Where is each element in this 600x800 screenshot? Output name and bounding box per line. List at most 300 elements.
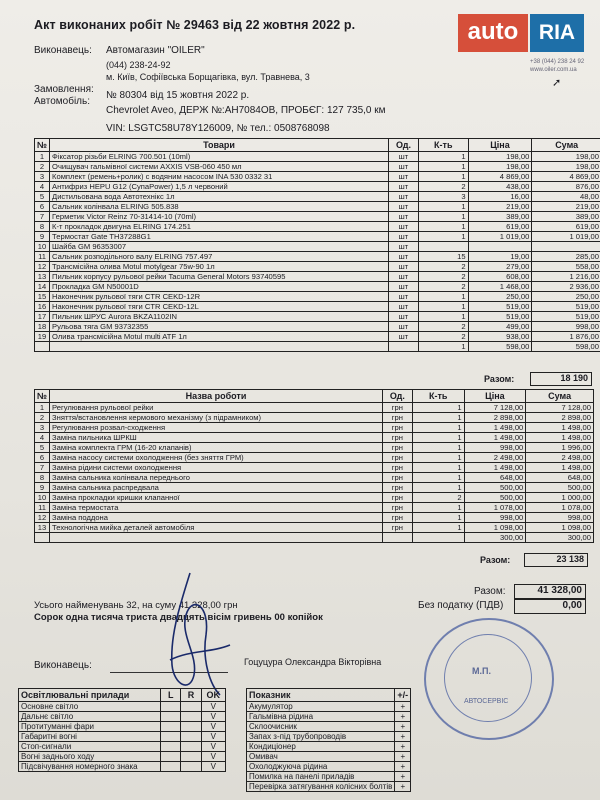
goods-cell-sum: 1 216,00 (532, 272, 600, 282)
goods-row (35, 232, 600, 242)
works-total-box (524, 553, 588, 567)
sum-in-words: Сорок одна тисяча триста двадцять вісім гривень 00 копійок (34, 612, 323, 623)
logo-auto-text: auto (458, 14, 528, 52)
works-cell-unit: грн (382, 423, 412, 433)
company-stamp (424, 618, 554, 740)
logo-ria-text: RIA (530, 14, 584, 52)
goods-cell-qty: 1 (418, 342, 468, 352)
car-value: Chevrolet Aveo, ДЕРЖ №:АН7084ОВ, ПРОБЄГ: 127 735,0 км (106, 105, 386, 116)
works-cell-sum: 1 078,00 (526, 503, 594, 513)
lights-cell-l (161, 722, 181, 732)
goods-row (35, 222, 600, 232)
goods-cell-unit: шт (389, 242, 419, 252)
works-cell-qty: 1 (412, 453, 464, 463)
works-cell-name: Заміна сальника колінвала переднього (50, 473, 383, 483)
lights-cell-ok: V (201, 742, 225, 752)
works-cell-qty: 1 (412, 513, 464, 523)
goods-cell-num: 13 (35, 272, 50, 282)
goods-cell-unit: шт (389, 332, 419, 342)
works-cell-qty: 1 (412, 523, 464, 533)
works-cell-unit: грн (382, 493, 412, 503)
goods-cell-price: 519,00 (468, 312, 532, 322)
goods-cell-unit (389, 342, 419, 352)
goods-cell-unit: шт (389, 292, 419, 302)
goods-row (35, 322, 600, 332)
lights-cell-r (181, 742, 201, 752)
indicators-row (247, 752, 411, 762)
vat-label: Без податку (ПДВ) (418, 600, 504, 611)
goods-cell-price: 619,00 (468, 222, 532, 232)
handwritten-signature (150, 565, 240, 705)
works-cell-qty: 1 (412, 443, 464, 453)
works-table (34, 389, 594, 543)
goods-cell-price (468, 242, 532, 252)
works-cell-name: Заміна поддона (50, 513, 383, 523)
goods-cell-price: 499,00 (468, 322, 532, 332)
goods-cell-name: Комплект (ремень+ролик) с водяним насосом INA 530 0332 31 (50, 172, 389, 182)
goods-row (35, 302, 600, 312)
goods-row (35, 292, 600, 302)
works-cell-num: 11 (35, 503, 50, 513)
items-count-text: Усього найменувань 32, на суму 41 328,00 грн (34, 600, 238, 611)
works-cell-num: 13 (35, 523, 50, 533)
goods-cell-sum: 285,00 (532, 252, 600, 262)
vat-box (514, 599, 586, 614)
works-col-num: № (35, 390, 50, 403)
lights-cell-name: Дальнє світло (19, 712, 161, 722)
works-cell-qty (412, 533, 464, 543)
works-row (35, 463, 594, 473)
lights-col-name: Освітлювальні прилади (19, 689, 161, 702)
goods-cell-unit: шт (389, 282, 419, 292)
works-cell-unit: грн (382, 513, 412, 523)
goods-cell-num: 17 (35, 312, 50, 322)
works-total-label: Разом: (480, 555, 511, 565)
goods-cell-qty: 2 (418, 182, 468, 192)
goods-total: 18 190 (560, 373, 588, 383)
goods-cell-qty: 1 (418, 212, 468, 222)
works-cell-num: 3 (35, 423, 50, 433)
goods-cell-price: 16,00 (468, 192, 532, 202)
works-total: 23 138 (556, 554, 584, 564)
lights-cell-name: Габаритні вогні (19, 732, 161, 742)
works-cell-price: 648,00 (464, 473, 526, 483)
goods-cell-num: 18 (35, 322, 50, 332)
goods-cell-price: 389,00 (468, 212, 532, 222)
goods-cell-num (35, 342, 50, 352)
goods-cell-sum: 519,00 (532, 312, 600, 322)
goods-cell-num: 1 (35, 152, 50, 162)
goods-cell-num: 12 (35, 262, 50, 272)
goods-row (35, 172, 600, 182)
goods-cell-qty: 3 (418, 192, 468, 202)
order-label: Замовлення: (34, 84, 94, 95)
works-cell-qty: 2 (412, 493, 464, 503)
car-label: Автомобіль: (34, 96, 91, 107)
goods-row (35, 282, 600, 292)
goods-cell-unit: шт (389, 232, 419, 242)
goods-cell-name: Сальник розподільного валу ELRING 757.497 (50, 252, 389, 262)
goods-cell-name: Антифриз HEPU G12 (СупаPower) 1,5 л червоний (50, 182, 389, 192)
goods-cell-name: Очищувач гальмівної системи AXXIS VSB-060 450 мл (50, 162, 389, 172)
indicators-table (246, 688, 411, 792)
watermark-site: www.oiler.com.ua (530, 67, 577, 73)
works-row (35, 483, 594, 493)
goods-cell-name: Пильник корпусу рульової рейки Tacuma General Motors 93740595 (50, 272, 389, 282)
goods-header-row (35, 139, 600, 152)
works-cell-price: 1 498,00 (464, 423, 526, 433)
works-row (35, 493, 594, 503)
goods-cell-qty: 1 (418, 162, 468, 172)
works-cell-sum: 1 996,00 (526, 443, 594, 453)
lights-cell-ok: V (201, 762, 225, 772)
works-cell-sum: 2 498,00 (526, 453, 594, 463)
goods-table (34, 138, 600, 352)
works-cell-unit: грн (382, 523, 412, 533)
goods-cell-sum: 250,00 (532, 292, 600, 302)
lights-row (19, 762, 226, 772)
goods-cell-qty: 2 (418, 262, 468, 272)
document-title: Акт виконаних робіт № 29463 від 22 жовтня 2022 р. (34, 18, 356, 32)
goods-cell-sum: 2 936,00 (532, 282, 600, 292)
works-cell-unit: грн (382, 433, 412, 443)
indicators-cell-name: Акумулятор (247, 702, 395, 712)
indicators-cell-mark: + (395, 762, 411, 772)
works-cell-sum: 648,00 (526, 473, 594, 483)
goods-cell-price: 19,00 (468, 252, 532, 262)
works-cell-price: 998,00 (464, 513, 526, 523)
works-cell-unit: грн (382, 403, 412, 413)
goods-row (35, 202, 600, 212)
indicators-col-name: Показник (247, 689, 395, 702)
goods-cell-num: 2 (35, 162, 50, 172)
works-cell-name: Заміна сальника распредвала (50, 483, 383, 493)
goods-cell-num: 14 (35, 282, 50, 292)
goods-cell-name: Рульова тяга GM 93732355 (50, 322, 389, 332)
goods-cell-num: 4 (35, 182, 50, 192)
works-cell-sum: 500,00 (526, 483, 594, 493)
stamp-text: АВТОСЕРВІС (464, 698, 509, 705)
lights-cell-r (181, 712, 201, 722)
goods-cell-unit: шт (389, 212, 419, 222)
goods-col-sum: Сума (532, 139, 600, 152)
lights-cell-name: Протитуманні фари (19, 722, 161, 732)
works-col-name: Назва роботи (50, 390, 383, 403)
goods-cell-qty: 1 (418, 202, 468, 212)
goods-cell-price: 608,00 (468, 272, 532, 282)
order-value: № 80304 від 15 жовтня 2022 р. (106, 90, 250, 101)
lights-cell-name: Вогні заднього ходу (19, 752, 161, 762)
goods-cell-num: 11 (35, 252, 50, 262)
indicators-header-row (247, 689, 411, 702)
goods-cell-qty: 15 (418, 252, 468, 262)
goods-cell-unit: шт (389, 172, 419, 182)
goods-cell-sum: 219,00 (532, 202, 600, 212)
works-cell-price: 1 098,00 (464, 523, 526, 533)
goods-row (35, 152, 600, 162)
lights-cell-l (161, 762, 181, 772)
lights-cell-l (161, 732, 181, 742)
works-cell-price: 300,00 (464, 533, 526, 543)
goods-cell-name (50, 342, 389, 352)
works-cell-name: Регулювання розвал-сходження (50, 423, 383, 433)
lights-cell-ok: V (201, 722, 225, 732)
goods-cell-name: Наконечник рульової тяги CTR CEKD-12R (50, 292, 389, 302)
works-cell-num: 8 (35, 473, 50, 483)
goods-cell-unit: шт (389, 322, 419, 332)
lights-row (19, 712, 226, 722)
goods-cell-qty: 1 (418, 292, 468, 302)
works-cell-qty: 1 (412, 433, 464, 443)
goods-cell-num: 7 (35, 212, 50, 222)
cursor-icon: ➚ (552, 77, 562, 89)
works-row (35, 423, 594, 433)
works-cell-price: 1 498,00 (464, 463, 526, 473)
goods-cell-qty: 1 (418, 222, 468, 232)
executor-phone: (044) 238-24-92 (106, 60, 171, 70)
works-cell-sum: 1 498,00 (526, 463, 594, 473)
works-row (35, 433, 594, 443)
lights-cell-ok: V (201, 702, 225, 712)
goods-cell-price: 250,00 (468, 292, 532, 302)
works-cell-name: Заміна комплекта ГРМ (16-20 клапанів) (50, 443, 383, 453)
works-cell-unit: грн (382, 463, 412, 473)
goods-cell-price: 1 019,00 (468, 232, 532, 242)
goods-cell-sum (532, 242, 600, 252)
goods-row (35, 192, 600, 202)
goods-cell-sum: 619,00 (532, 222, 600, 232)
goods-row (35, 272, 600, 282)
goods-cell-name: Термостат Gate TH37288G1 (50, 232, 389, 242)
lights-cell-ok: V (201, 732, 225, 742)
executor-address: м. Київ, Софіївська Борщагівка, вул. Травнева, 3 (106, 72, 310, 82)
goods-cell-qty: 1 (418, 302, 468, 312)
indicators-cell-name: Перевірка затягування колісних болтів (247, 782, 395, 792)
goods-cell-sum: 558,00 (532, 262, 600, 272)
indicators-cell-mark: + (395, 752, 411, 762)
goods-cell-sum: 4 869,00 (532, 172, 600, 182)
goods-cell-unit: шт (389, 302, 419, 312)
works-cell-name: Заміна насосу системи охолодження (без зняття ГРМ) (50, 453, 383, 463)
works-cell-sum: 300,00 (526, 533, 594, 543)
goods-cell-sum: 389,00 (532, 212, 600, 222)
goods-cell-num: 10 (35, 242, 50, 252)
lights-cell-l (161, 712, 181, 722)
works-cell-sum: 1 498,00 (526, 433, 594, 443)
goods-cell-name: Шайба GM 96353007 (50, 242, 389, 252)
works-cell-num: 5 (35, 443, 50, 453)
goods-cell-name: Дистильована вода Автотехнікс 1л (50, 192, 389, 202)
indicators-row (247, 702, 411, 712)
goods-cell-name: Олива трансмісійна Motul multi ATF 1л (50, 332, 389, 342)
works-col-sum: Сума (526, 390, 594, 403)
goods-row (35, 262, 600, 272)
goods-cell-name: Фіксатор різьби ELRING 700.501 (10ml) (50, 152, 389, 162)
goods-cell-num: 8 (35, 222, 50, 232)
goods-cell-unit: шт (389, 262, 419, 272)
lights-cell-name: Стоп-сигнали (19, 742, 161, 752)
goods-cell-qty: 1 (418, 312, 468, 322)
indicators-row (247, 742, 411, 752)
works-row (35, 413, 594, 423)
works-col-unit: Од. (382, 390, 412, 403)
indicators-cell-mark: + (395, 702, 411, 712)
indicators-cell-name: Гальмівна рідина (247, 712, 395, 722)
goods-row (35, 242, 600, 252)
goods-cell-num: 6 (35, 202, 50, 212)
goods-row (35, 332, 600, 342)
goods-cell-unit: шт (389, 202, 419, 212)
works-row (35, 513, 594, 523)
goods-cell-qty: 2 (418, 272, 468, 282)
works-cell-price: 2 498,00 (464, 453, 526, 463)
works-row (35, 533, 594, 543)
works-cell-num: 9 (35, 483, 50, 493)
goods-cell-price: 219,00 (468, 202, 532, 212)
goods-cell-price: 198,00 (468, 162, 532, 172)
lights-col-r: R (181, 689, 201, 702)
lights-cell-ok: V (201, 752, 225, 762)
works-cell-qty: 1 (412, 463, 464, 473)
goods-cell-num: 19 (35, 332, 50, 342)
goods-cell-price: 1 468,00 (468, 282, 532, 292)
goods-cell-qty: 2 (418, 322, 468, 332)
works-cell-sum: 7 128,00 (526, 403, 594, 413)
goods-cell-sum: 1 019,00 (532, 232, 600, 242)
indicators-row (247, 732, 411, 742)
goods-cell-name: Наконечник рульової тяги CTR CEKD-12L (50, 302, 389, 312)
goods-cell-qty: 1 (418, 232, 468, 242)
works-cell-name: Заміна рідини системи охолодження (50, 463, 383, 473)
goods-cell-unit: шт (389, 252, 419, 262)
lights-cell-l (161, 752, 181, 762)
indicators-cell-mark: + (395, 722, 411, 732)
works-cell-price: 7 128,00 (464, 403, 526, 413)
works-cell-price: 500,00 (464, 493, 526, 503)
lights-row (19, 732, 226, 742)
works-row (35, 443, 594, 453)
lights-row (19, 752, 226, 762)
goods-cell-num: 3 (35, 172, 50, 182)
indicators-cell-name: Запах з-під трубопроводів (247, 732, 395, 742)
indicators-row (247, 712, 411, 722)
indicators-cell-mark: + (395, 712, 411, 722)
works-cell-price: 1 078,00 (464, 503, 526, 513)
executor-name: Автомагазин "OILER" (106, 45, 205, 56)
goods-cell-sum: 998,00 (532, 322, 600, 332)
works-cell-num: 2 (35, 413, 50, 423)
autoria-watermark-logo (458, 12, 586, 54)
grand-total-box (514, 584, 586, 599)
goods-row (35, 252, 600, 262)
works-cell-qty: 1 (412, 473, 464, 483)
works-cell-sum: 1 098,00 (526, 523, 594, 533)
works-cell-qty: 1 (412, 423, 464, 433)
goods-cell-qty: 2 (418, 332, 468, 342)
goods-cell-sum: 876,00 (532, 182, 600, 192)
goods-cell-price: 279,00 (468, 262, 532, 272)
goods-cell-qty: 1 (418, 172, 468, 182)
goods-cell-num: 15 (35, 292, 50, 302)
indicators-row (247, 772, 411, 782)
works-col-price: Ціна (464, 390, 526, 403)
goods-col-name: Товари (50, 139, 389, 152)
works-cell-price: 998,00 (464, 443, 526, 453)
goods-cell-name: Пильник ШРУС Aurora BKZA1102IN (50, 312, 389, 322)
indicators-cell-name: Склоочисник (247, 722, 395, 732)
works-cell-sum: 2 898,00 (526, 413, 594, 423)
signature-label: Виконавець: (34, 660, 92, 671)
goods-cell-unit: шт (389, 312, 419, 322)
works-row (35, 473, 594, 483)
vat-value: 0,00 (562, 600, 582, 611)
works-header-row (35, 390, 594, 403)
goods-cell-price: 4 869,00 (468, 172, 532, 182)
car-vin: VIN: LSGTC58U78Y126009, № тел.: 0508768098 (106, 123, 330, 134)
signature-name: Гоцуцура Олександра Вікторівна (244, 657, 382, 667)
indicators-cell-name: Охолоджуюча рідина (247, 762, 395, 772)
works-cell-sum: 1 498,00 (526, 423, 594, 433)
indicators-row (247, 722, 411, 732)
indicators-cell-name: Омивач (247, 752, 395, 762)
goods-cell-qty: 1 (418, 152, 468, 162)
goods-cell-unit: шт (389, 192, 419, 202)
works-row (35, 453, 594, 463)
goods-cell-price: 438,00 (468, 182, 532, 192)
watermark-phone: +38 (044) 238 24 92 (530, 59, 585, 65)
works-row (35, 503, 594, 513)
grand-total-label: Разом: (474, 586, 506, 597)
lights-col-ok: OK (201, 689, 225, 702)
lights-cell-l (161, 702, 181, 712)
lights-cell-ok: V (201, 712, 225, 722)
goods-cell-name: Сальник колінвала ELRING 505.838 (50, 202, 389, 212)
works-cell-name (50, 533, 383, 543)
lights-row (19, 722, 226, 732)
goods-col-qty: К-ть (418, 139, 468, 152)
works-cell-sum: 998,00 (526, 513, 594, 523)
goods-cell-price: 598,00 (468, 342, 532, 352)
indicators-cell-mark: + (395, 772, 411, 782)
lights-cell-r (181, 732, 201, 742)
works-cell-price: 500,00 (464, 483, 526, 493)
goods-cell-sum: 1 876,00 (532, 332, 600, 342)
lights-cell-r (181, 752, 201, 762)
indicators-cell-mark: + (395, 782, 411, 792)
lights-row (19, 742, 226, 752)
works-cell-qty: 1 (412, 483, 464, 493)
works-cell-num: 6 (35, 453, 50, 463)
works-cell-name: Заміна термостата (50, 503, 383, 513)
works-cell-name: Заміна пильника ШРКШ (50, 433, 383, 443)
works-cell-name: Заміна прокладки кришки клапанної (50, 493, 383, 503)
lights-cell-r (181, 702, 201, 712)
lights-cell-r (181, 722, 201, 732)
works-cell-num: 4 (35, 433, 50, 443)
goods-cell-price: 938,00 (468, 332, 532, 342)
goods-total-box (530, 372, 592, 386)
goods-cell-name: Прокладка GM N50001D (50, 282, 389, 292)
indicators-cell-name: Кондиціонер (247, 742, 395, 752)
indicators-col-mark: +/- (395, 689, 411, 702)
goods-cell-num: 9 (35, 232, 50, 242)
lights-row (19, 702, 226, 712)
lights-cell-name: Основне світло (19, 702, 161, 712)
goods-cell-unit: шт (389, 272, 419, 282)
lights-col-l: L (161, 689, 181, 702)
works-cell-unit: грн (382, 453, 412, 463)
goods-cell-num: 16 (35, 302, 50, 312)
